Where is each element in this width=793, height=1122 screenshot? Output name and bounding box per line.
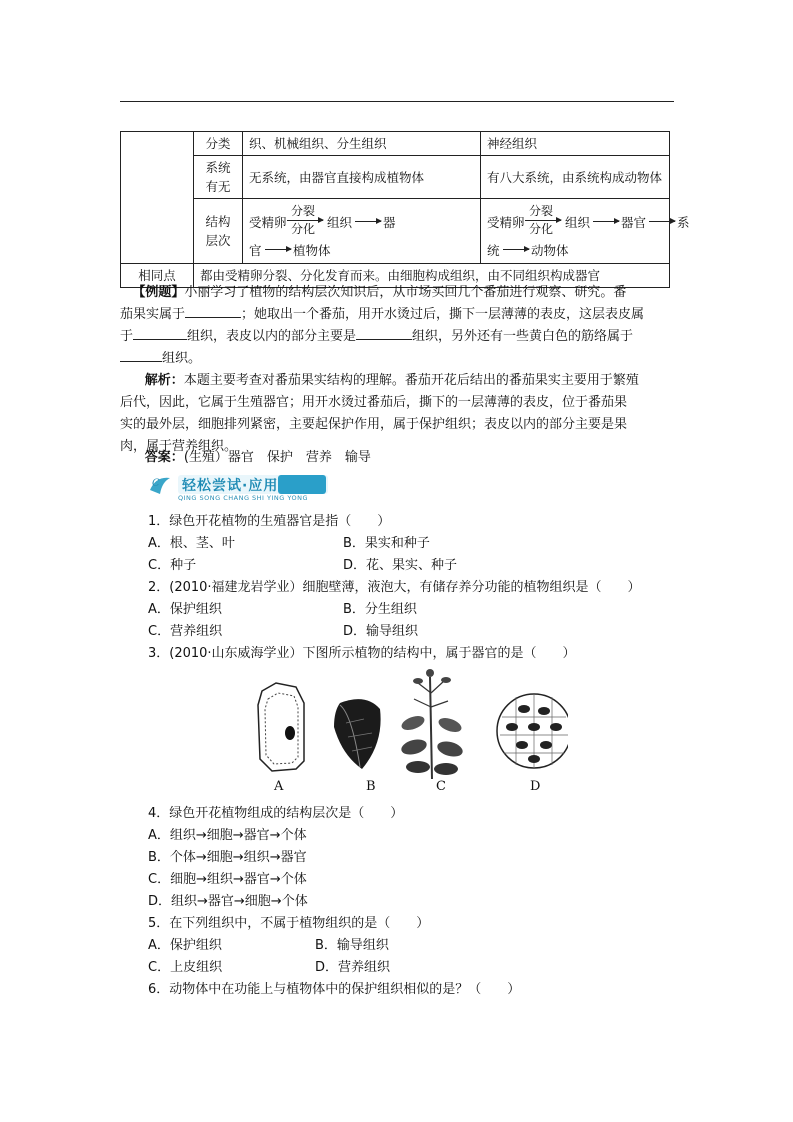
- table-row: [121, 156, 670, 199]
- flow-text: 组织: [327, 215, 353, 230]
- arrow-icon: [593, 221, 619, 222]
- plant-figures: [248, 663, 568, 803]
- answer-blank: [185, 305, 241, 318]
- arrow-icon: [503, 249, 529, 250]
- answer-line: 答案：(生殖）器官 保护 营养 输导: [144, 450, 371, 465]
- option: C．种子: [148, 558, 197, 573]
- plant-cell: 无系统，由器官直接构成植物体: [243, 156, 481, 199]
- figure-label: B: [366, 779, 376, 794]
- row-label: 分类: [194, 132, 243, 156]
- figure-label: C: [436, 779, 446, 794]
- arrow-icon: [525, 220, 561, 221]
- question-stem: 5．在下列组织中，不属于植物组织的是（ ）: [148, 916, 430, 931]
- flow-text: 植物体: [293, 243, 331, 258]
- answer-blank: [120, 349, 162, 362]
- example-block: [120, 282, 675, 370]
- option: C．上皮组织: [148, 960, 223, 975]
- plant-icon: [400, 669, 465, 779]
- table-cell: [121, 132, 194, 264]
- flow-bottom-label: 分化: [291, 222, 316, 236]
- analysis-line: 实的最外层，细胞排列紧密，主要起保护作用，属于保护组织；表皮以内的部分主要是果: [120, 417, 628, 432]
- option: D．输导组织: [343, 624, 419, 639]
- figure-label: D: [530, 779, 541, 794]
- leaf-icon: [334, 699, 381, 769]
- row-label: 系统 有无: [194, 156, 243, 199]
- section-banner: [148, 472, 333, 502]
- option: D．组织→器官→细胞→个体: [148, 894, 308, 909]
- tissue-icon: [497, 694, 568, 768]
- option: A．保护组织: [148, 602, 222, 617]
- example-line: 于 组织，表皮以内的部分主要是 组织，另外还有一些黄白色的筋络属于: [120, 329, 634, 344]
- analysis-line: 肉，属于营养组织。: [120, 439, 238, 454]
- option: B．输导组织: [315, 938, 389, 953]
- banner-title: 轻松尝试·应用: [182, 478, 279, 494]
- question-stem: 6．动物体中在功能上与植物体中的保护组织相似的是？（ ）: [148, 982, 521, 997]
- plant-flow: [249, 201, 474, 261]
- flow-top-label: 分裂: [529, 204, 554, 218]
- option: D．营养组织: [315, 960, 391, 975]
- answer-blank: [133, 327, 187, 340]
- figure-drawings: [248, 663, 568, 803]
- flow-top-label: 分裂: [291, 204, 316, 218]
- flow-text: 系: [677, 215, 690, 230]
- flow-text: 官: [249, 243, 262, 258]
- option: A．组织→细胞→器官→个体: [148, 828, 307, 843]
- row-label: 结构 层次: [194, 199, 243, 264]
- table-row: [121, 132, 670, 156]
- common-cell: 都由受精卵分裂、分化发育而来。由细胞构成组织，由不同组织构成器官: [194, 264, 670, 288]
- plant-flow-cell: [243, 199, 481, 264]
- cell-icon: [258, 683, 304, 771]
- example-line: 组织。: [120, 348, 675, 370]
- flow-text: 动物体: [531, 243, 569, 258]
- option: C．细胞→组织→器官→个体: [148, 872, 307, 887]
- option: B．果实和种子: [343, 536, 430, 551]
- option: B．个体→细胞→组织→器官: [148, 850, 307, 865]
- question-stem: 4．绿色开花植物组成的结构层次是（ ）: [148, 806, 404, 821]
- flow-text: 受精卵: [249, 215, 287, 230]
- option: A．根、茎、叶: [148, 536, 235, 551]
- flow-text: 组织: [565, 215, 591, 230]
- flow-bottom-label: 分化: [529, 222, 554, 236]
- option: A．保护组织: [148, 938, 222, 953]
- arrow-icon: [265, 249, 291, 250]
- option: D．花、果实、种子: [343, 558, 458, 573]
- question-stem: 1．绿色开花植物的生殖器官是指（ ）: [148, 514, 391, 529]
- animal-cell: 有八大系统，由系统构成动物体: [481, 156, 670, 199]
- example-line: 【例题】小丽学习了植物的结构层次知识后，从市场买回几个番茄进行观察、研究。番: [132, 285, 627, 300]
- header-rule: [120, 101, 674, 102]
- flow-text: 器: [383, 215, 396, 230]
- arrow-icon: [355, 221, 381, 222]
- question-stem: 2．(2010·福建龙岩学业）细胞壁薄，液泡大，有储存养分功能的植物组织是（ ）: [148, 580, 641, 595]
- table-row: [121, 199, 670, 264]
- example-line: 茄果实属于 ；她取出一个番茄，用开水烫过后，撕下一层薄薄的表皮，这层表皮属: [120, 307, 645, 322]
- svg-text:C: C: [152, 478, 160, 489]
- plant-cell: 织、机械组织、分生组织: [243, 132, 481, 156]
- analysis-block: [120, 370, 675, 458]
- answer-blank: [356, 327, 412, 340]
- question-stem: 3．(2010·山东威海学业）下图所示植物的结构中，属于器官的是（ ）: [148, 646, 576, 661]
- banner-pinyin: QING SONG CHANG SHI YING YONG: [178, 494, 309, 502]
- arrow-icon: [287, 220, 323, 221]
- animal-flow: [487, 201, 690, 261]
- arrow-icon: [649, 221, 675, 222]
- analysis-line: 解析：本题主要考查对番茄果实结构的理解。番茄开花后结出的番茄果实主要用于繁殖: [144, 373, 639, 388]
- flow-text: 受精卵: [487, 215, 525, 230]
- animal-cell: 神经组织: [481, 132, 670, 156]
- analysis-line: 后代，因此，它属于生殖器官；用开水烫过番茄后，撕下的一层薄薄的表皮，位于番茄果: [120, 395, 628, 410]
- flow-text: 器官: [621, 215, 647, 230]
- figure-label: A: [274, 779, 284, 794]
- animal-flow-cell: [481, 199, 690, 264]
- row-label: 相同点: [121, 264, 194, 288]
- option: C．营养组织: [148, 624, 223, 639]
- comparison-table: [120, 131, 690, 288]
- flow-text: 统: [487, 243, 500, 258]
- option: B．分生组织: [343, 602, 417, 617]
